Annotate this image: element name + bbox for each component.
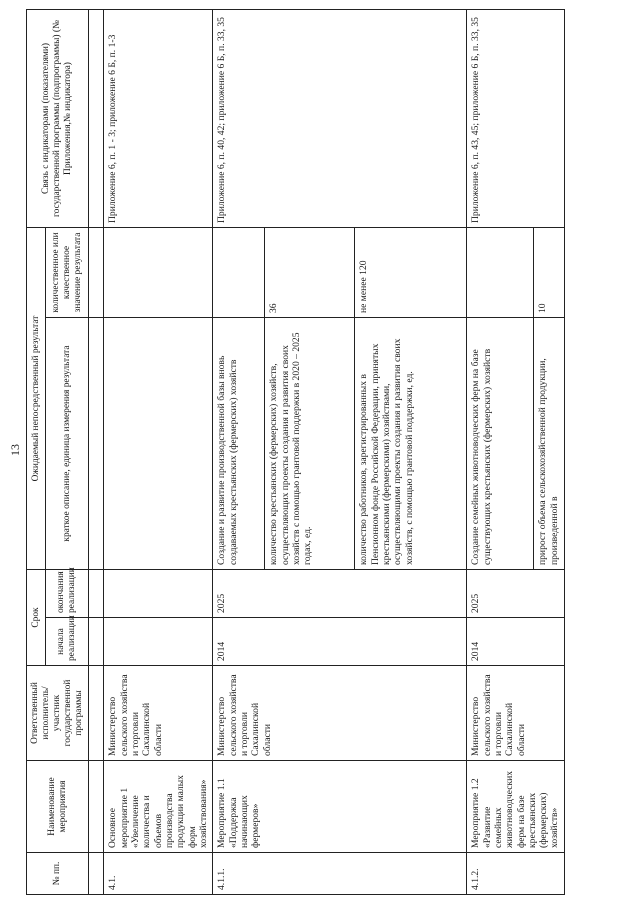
row-end: 2025	[213, 570, 467, 618]
row-link: Приложение 6, п. 1 - 3; приложение 6 Б, п. 1-3	[104, 10, 213, 228]
header-no: № пп.	[27, 853, 89, 895]
table-row	[104, 10, 213, 895]
row-link: Приложение 6, п. 40, 42; приложение 6 Б, п. 33, 35	[213, 10, 467, 228]
row-no: 4.1.1.	[213, 853, 467, 895]
result-val	[467, 228, 534, 318]
row-responsible: Министерство сельского хозяйства и торговли Сахалинской области	[213, 666, 467, 761]
result-val: 10	[534, 228, 564, 318]
result-desc: прирост объема сельскохозяйственной продукции, произведенной в	[534, 318, 564, 570]
table-row	[467, 10, 534, 895]
row-name: Мероприятие 1.2 «Развитие семейных животноводческих ферм на базе крестьянских (фермерских) хозяйств»	[467, 761, 565, 853]
row-no: 4.1.2.	[467, 853, 565, 895]
row-responsible: Министерство сельского хозяйства и торговли Сахалинской области	[104, 666, 213, 761]
spacer-row	[89, 10, 104, 895]
result-val: не менее 120	[355, 228, 467, 318]
row-name: Мероприятие 1.1 «Поддержка начинающих фермеров»	[213, 761, 467, 853]
header-link: Связь с индикаторами (показателями) государственной программы (подпрограммы) (№ Приложения,№ индикатора)	[27, 10, 89, 228]
result-desc: количество работников, зарегистрированных в Пенсионном фонде Российской Федерации, принятых крестьянскими (фермерскими) хозяйствами, осуществляющими проекты создания и развития своих хозяйств, с помощью грантовой поддержки, ед.	[355, 318, 467, 570]
result-val: 36	[265, 228, 355, 318]
header-row-1	[27, 10, 46, 895]
header-result: Ожидаемый непосредственный результат	[27, 228, 46, 570]
page-number: 13	[8, 444, 22, 456]
table-row	[213, 10, 265, 895]
row-start: 2014	[467, 618, 565, 666]
row-link: Приложение 6, п. 43, 45; приложение 6 Б, п. 33, 35	[467, 10, 565, 228]
row-no: 4.1.	[104, 853, 213, 895]
row-name: Основное мероприятие 1 «Увеличение количества и объемов производства продукции малых форм хозяйствования»	[104, 761, 213, 853]
row-end: 2025	[467, 570, 565, 618]
header-responsible: Ответственный исполнитель/участник государственной программы	[27, 666, 89, 761]
header-name: Наименование мероприятия	[27, 761, 89, 853]
measures-table	[26, 9, 565, 895]
header-result-desc: краткое описание, единица измерения результата	[46, 318, 89, 570]
row-responsible: Министерство сельского хозяйства и торговли Сахалинской области	[467, 666, 565, 761]
header-start: начала реализации	[46, 618, 89, 666]
header-result-val: количественное или качественное значение результата	[46, 228, 89, 318]
result-desc: Создание и развитие производственной базы вновь создаваемых крестьянских (фермерских) хозяйств	[213, 318, 265, 570]
header-end: окончания реализации	[46, 570, 89, 618]
result-desc: Создание семейных животноводческих ферм на базе существующих крестьянских (фермерских) хозяйств	[467, 318, 534, 570]
result-desc: количество крестьянских (фермерских) хозяйств, осуществляющих проекты создания и развития своих хозяйств с помощью грантовой поддержки в 2020 – 2025 годах, ед.	[265, 318, 355, 570]
result-val	[213, 228, 265, 318]
row-start: 2014	[213, 618, 467, 666]
header-term: Срок	[27, 570, 46, 666]
